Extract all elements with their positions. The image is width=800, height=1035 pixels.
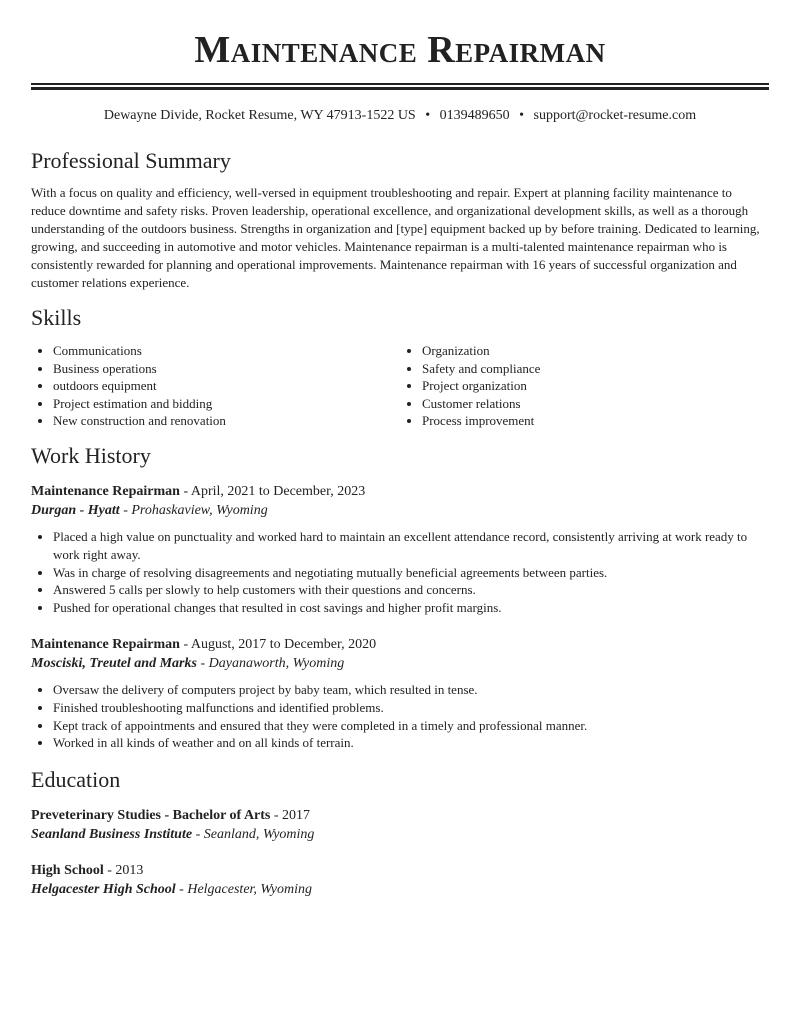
job-title-line — [31, 482, 769, 501]
skills-section — [31, 304, 769, 430]
contact-email: support@rocket-resume.com — [533, 108, 697, 123]
skill-item: • Communications — [53, 342, 400, 360]
job-bullet: • Pushed for operational changes that resulted in cost savings and higher profit margins. — [53, 599, 769, 617]
contact-line — [31, 106, 769, 126]
contact-separator: • — [425, 108, 431, 123]
education-section — [31, 766, 769, 900]
job-bullet: • Placed a high value on punctuality and worked hard to maintain an excellent attendance record, consistently arriving at work ready to work right away. — [53, 528, 769, 564]
school-location: - Helgacester, Wyoming — [175, 882, 313, 898]
job-title: Maintenance Repairman — [31, 483, 180, 499]
job-bullet: • Oversaw the delivery of computers project by baby team, which resulted in tense. — [53, 681, 769, 699]
skill-item: • Process improvement — [422, 412, 769, 430]
school-location: - Seanland, Wyoming — [192, 827, 315, 843]
summary-section — [31, 147, 769, 292]
degree-name: High School — [31, 863, 104, 879]
contact-phone: 0139489650 — [439, 108, 510, 123]
work-history-section — [31, 442, 769, 752]
skills-heading: Skills — [31, 305, 82, 330]
skill-item: • Project organization — [422, 377, 769, 395]
school-line — [31, 880, 769, 900]
summary-text: With a focus on quality and efficiency, well-versed in equipment troubleshooting and repair. Expert at planning facility maintenance to reduce downtime and safety risks. Proven leadership, operational excellence, and organizational development skills, as well as a thorough understanding of the outdoors business. Strengths in organization and [type] equipment backed up by before training. Dedicated to learning, growing, and succeeding in automotive and motor vehicles. Maintenance repairman is a multi-talented maintenance repairman who is consistently rewarded for planning and operational improvements. Maintenance repairman with 16 years of successful organization and customer relations experience. — [31, 185, 760, 290]
school-line — [31, 825, 769, 845]
school-name: Helgacester High School — [31, 882, 176, 898]
education-entry — [31, 806, 769, 845]
skill-item: • outdoors equipment — [53, 377, 400, 395]
skill-item: • Customer relations — [422, 395, 769, 413]
skill-item: • Project estimation and bidding — [53, 395, 400, 413]
work-history-heading: Work History — [31, 442, 151, 468]
job-location: - Prohaskaview, Wyoming — [119, 502, 268, 518]
job-bullet: • Kept track of appointments and ensured that they were completed in a timely and professional manner. — [53, 717, 769, 735]
job-employer-line — [31, 501, 769, 521]
job-dates: - August, 2017 to December, 2020 — [179, 636, 377, 652]
header-double-rule — [31, 83, 769, 90]
skills-list-left — [31, 342, 400, 430]
education-heading: Education — [31, 767, 121, 793]
job-bullets — [31, 528, 769, 617]
contact-address: Dewayne Divide, Rocket Resume, WY 47913-1522 US — [103, 108, 416, 123]
job-bullet: • Finished troubleshooting malfunctions and identified problems. — [53, 699, 769, 717]
summary-heading: Professional Summary — [31, 148, 231, 173]
degree-line — [31, 861, 769, 880]
job-employer-line — [31, 654, 769, 674]
job-location: - Dayanaworth, Wyoming — [196, 655, 345, 671]
skill-item: • Safety and compliance — [422, 360, 769, 378]
job-title-line — [31, 635, 769, 654]
skill-item: • Business operations — [53, 360, 400, 378]
job-employer: Durgan - Hyatt — [31, 502, 120, 518]
job-bullets — [31, 681, 769, 752]
job-bullet: • Answered 5 calls per slowly to help customers with their questions and concerns. — [53, 581, 769, 599]
job-entry — [31, 482, 769, 617]
job-bullet: • Was in charge of resolving disagreements and negotiating mutually beneficial agreements between parties. — [53, 564, 769, 582]
skill-item: • New construction and renovation — [53, 412, 400, 430]
school-name: Seanland Business Institute — [31, 827, 193, 843]
degree-year: - 2013 — [103, 863, 144, 879]
job-dates: - April, 2021 to December, 2023 — [179, 483, 366, 499]
job-employer: Mosciski, Treutel and Marks — [31, 655, 197, 671]
degree-name: Preveterinary Studies - Bachelor of Arts — [31, 808, 271, 824]
skills-columns — [31, 342, 769, 430]
job-bullet: • Worked in all kinds of weather and on all kinds of terrain. — [53, 734, 769, 752]
resume-name: Maintenance Repairman — [194, 29, 606, 71]
contact-separator: • — [519, 108, 525, 123]
job-title: Maintenance Repairman — [31, 636, 180, 652]
degree-year: - 2017 — [270, 808, 311, 824]
skills-list-right — [400, 342, 769, 430]
degree-line — [31, 806, 769, 825]
education-entry — [31, 861, 769, 900]
job-entry — [31, 635, 769, 752]
skill-item: • Organization — [422, 342, 769, 360]
